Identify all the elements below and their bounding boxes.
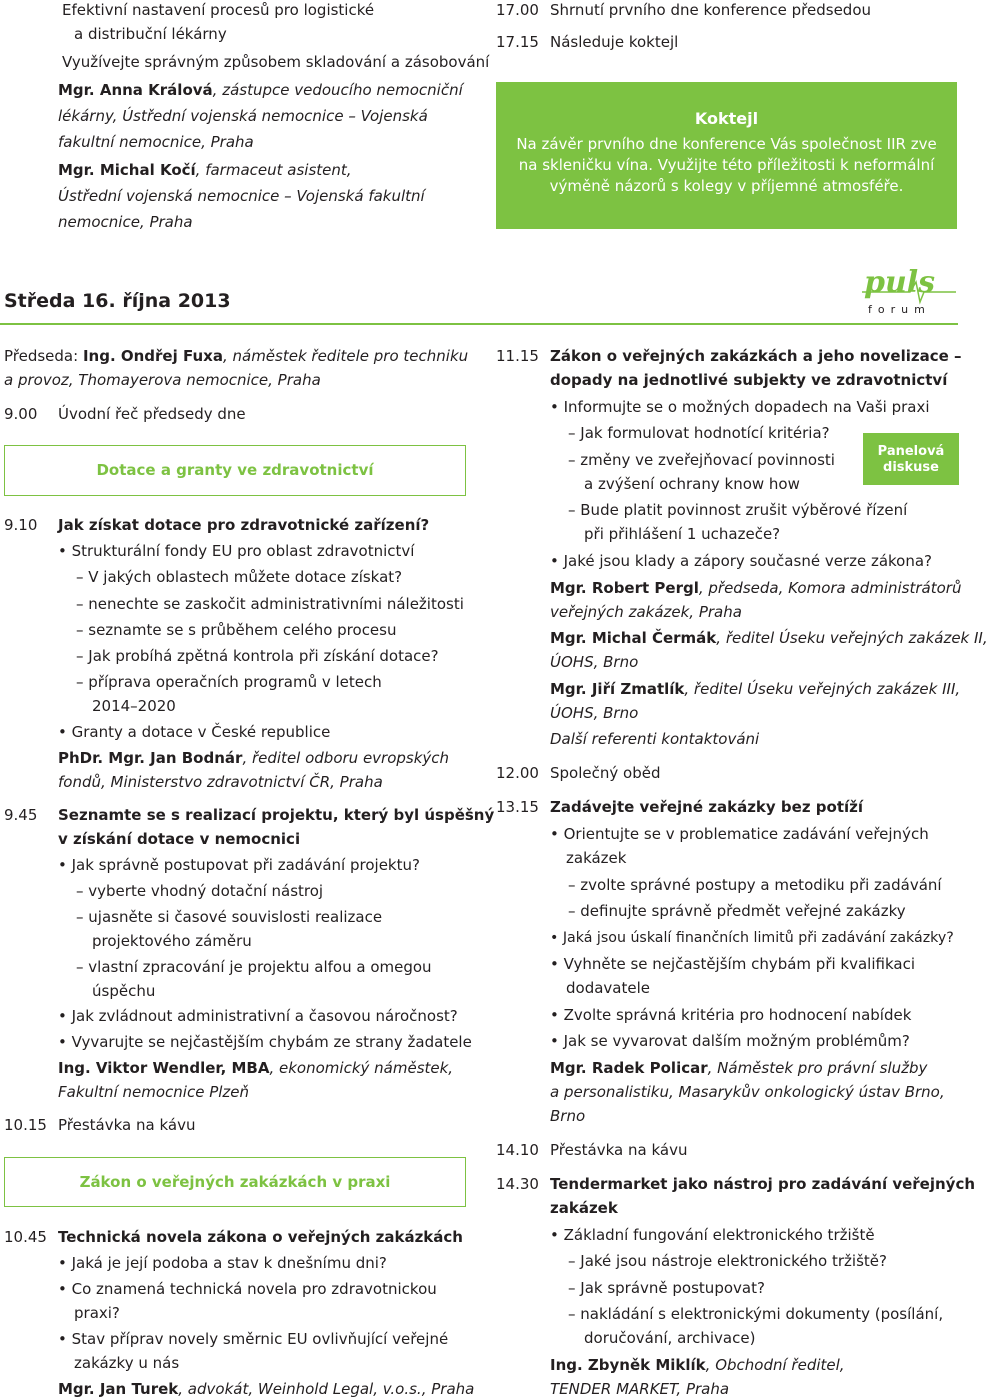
list-item: projektového záměru (92, 932, 252, 950)
list-item: – ujasněte si časové souvislosti realizace (76, 908, 383, 926)
list-item: zakázky u nás (74, 1354, 180, 1372)
list-item: • Zvolte správná kritéria pro hodnocení nabídek (550, 1006, 912, 1024)
list-item: praxi? (74, 1304, 120, 1322)
other-speakers: Další referenti kontaktováni (550, 730, 760, 748)
svg-text:puls: puls (864, 265, 936, 300)
list-item: • Jak se vyvarovat dalším možným problémům? (550, 1032, 910, 1050)
speaker-koci: Mgr. Michal Kočí, farmaceut asistent, (58, 161, 352, 179)
list-item: úspěchu (92, 982, 156, 1000)
list-item: • Co znamená technická novela pro zdravotnickou (58, 1280, 437, 1298)
speaker-policar: Mgr. Radek Policar, Náměstek pro právní služby (550, 1059, 928, 1077)
speaker-role: fakultní nemocnice, Praha (58, 133, 254, 151)
cocktail-text: Na závěr prvního dne konference Vás společnost IIR zve na skleničku vína. Využijte této příležitosti k neformální výměně názorů s kolegy v příjemné atmosféře. (516, 135, 937, 195)
list-item: – zvolte správné postupy a metodiku při zadávání (568, 876, 942, 894)
speaker-zmatlik: Mgr. Jiří Zmatlík, ředitel Úseku veřejných zakázek III, (550, 680, 961, 698)
list-item: – nenechte se zaskočit administrativními náležitosti (76, 595, 464, 613)
speaker-role: TENDER MARKET, Praha (550, 1380, 730, 1398)
list-item: doručování, archivace) (584, 1329, 756, 1347)
list-item: • Jak správně postupovat při zadávání projektu? (58, 856, 420, 874)
list-item: – Jak formulovat hodnotící kritéria? (568, 424, 830, 442)
list-item: při přihlášení 1 uchazeče? (584, 525, 781, 543)
cocktail-title: Koktejl (694, 109, 759, 128)
list-item: – vlastní zpracování je projektu alfou a omegou (76, 958, 432, 976)
list-item: • Informujte se o možných dopadech na Vaši praxi (550, 398, 930, 416)
speaker-role: Fakultní nemocnice Plzeň (58, 1083, 250, 1101)
bullet-storage: Využívejte správným způsobem skladování a zásobování (62, 53, 490, 71)
list-item: • Jaká je její podoba a stav k dnešnímu dni? (58, 1254, 387, 1272)
speaker-role: Brno (550, 1107, 586, 1125)
speaker-role: lékárny, Ústřední vojenská nemocnice – Vojenská (58, 107, 428, 125)
list-item: – Jaké jsou nástroje elektronického tržiště? (568, 1252, 887, 1270)
agenda-945-cont: v získání dotace v nemocnici (58, 830, 301, 848)
agenda-1430: 14.30 Tendermarket jako nástroj pro zadávání veřejných (496, 1175, 976, 1193)
agenda-1315: 13.15 Zadávejte veřejné zakázky bez potíží (496, 798, 864, 816)
list-item: – vyberte vhodný dotační nástroj (76, 882, 324, 900)
list-item: • Vyvarujte se nejčastějším chybám ze strany žadatele (58, 1033, 472, 1051)
list-item: • Strukturální fondy EU pro oblast zdravotnictví (58, 542, 415, 560)
speaker-role: fondů, Ministerstvo zdravotnictví ČR, Praha (58, 773, 383, 791)
list-item: • Vyhněte se nejčastějším chybám při kvalifikaci (550, 955, 915, 973)
agenda-1200: 12.00 Společný oběd (496, 764, 661, 782)
list-item: – definujte správně předmět veřejné zakázky (568, 902, 906, 920)
agenda-945: 9.45 Seznamte se s realizací projektu, který byl úspěšný (4, 806, 495, 824)
list-item: – příprava operačních programů v letech (76, 673, 382, 691)
list-item: • Granty a dotace v České republice (58, 723, 331, 741)
speaker-turek: Mgr. Jan Turek, advokát, Weinhold Legal, v.o.s., Praha (58, 1380, 475, 1398)
speaker-role: ÚOHS, Brno (550, 653, 639, 671)
list-item: • Orientujte se v problematice zadávání veřejných (550, 825, 929, 843)
agenda-1715: 17.15 Následuje koktejl (496, 33, 679, 51)
agenda-1045: 10.45 Technická novela zákona o veřejných zakázkách (4, 1228, 463, 1246)
agenda-1115: 11.15 Zákon o veřejných zakázkách a jeho novelizace – (496, 347, 962, 365)
list-item: – V jakých oblastech můžete dotace získat? (76, 568, 403, 586)
session-box-public-procurement: Zákon o veřejných zakázkách v praxi (4, 1157, 466, 1207)
agenda-1430-cont: zakázek (550, 1199, 618, 1217)
agenda-1410: 14.10 Přestávka na kávu (496, 1141, 688, 1159)
speaker-role: nemocnice, Praha (58, 213, 193, 231)
speaker-wendler: Ing. Viktor Wendler, MBA, ekonomický náměstek, (58, 1059, 454, 1077)
list-item: • Jak zvládnout administrativní a časovou náročnost? (58, 1007, 458, 1025)
speaker-miklik: Ing. Zbyněk Miklík, Obchodní ředitel, (550, 1356, 845, 1374)
agenda-1700: 17.00 Shrnutí prvního dne konference předsedou (496, 1, 871, 19)
speaker-role: Ústřední vojenská nemocnice – Vojenská fakultní (58, 187, 425, 205)
chairman: Předseda: Ing. Ondřej Fuxa, náměstek ředitele pro techniku (4, 347, 469, 365)
list-item: – Bude platit povinnost zrušit výběrové řízení (568, 501, 908, 519)
list-item: • Základní fungování elektronického tržiště (550, 1226, 875, 1244)
agenda-1015: 10.15 Přestávka na kávu (4, 1116, 196, 1134)
list-item: • Jaká jsou úskalí finančních limitů při zadávání zakázky? (550, 930, 954, 946)
list-item: dodavatele (566, 979, 650, 997)
list-item: a zvýšení ochrany know how (584, 475, 800, 493)
list-item: – změny ve zveřejňovací povinnosti (568, 451, 835, 469)
puls-forum-logo (860, 262, 958, 318)
agenda-900: 9.00 Úvodní řeč předsedy dne (4, 405, 246, 423)
list-item: – seznamte se s průběhem celého procesu (76, 621, 397, 639)
session-box-grants: Dotace a granty ve zdravotnictví (4, 445, 466, 496)
list-item: – nakládání s elektronickými dokumenty (posílání, (568, 1305, 944, 1323)
bullet-logistics-cont: a distribuční lékárny (74, 25, 227, 43)
heading-rule (0, 323, 958, 325)
speaker-bodnar: PhDr. Mgr. Jan Bodnár, ředitel odboru evropských (58, 749, 450, 767)
agenda-910: 9.10 Jak získat dotace pro zdravotnické zařízení? (4, 516, 430, 534)
speaker-role: a personalistiku, Masarykův onkologický ústav Brno, (550, 1083, 945, 1101)
list-item: 2014–2020 (92, 697, 176, 715)
list-item: • Jaké jsou klady a zápory současné verze zákona? (550, 552, 933, 570)
list-item: • Stav příprav novely směrnic EU ovlivňující veřejné (58, 1330, 449, 1348)
day-heading: Středa 16. října 2013 (4, 290, 231, 312)
chairman-role: a provoz, Thomayerova nemocnice, Praha (4, 371, 321, 389)
list-item: – Jak probíhá zpětná kontrola při získání dotace? (76, 647, 439, 665)
panel-discussion-badge: Panelová diskuse (863, 433, 959, 485)
speaker-cermak: Mgr. Michal Čermák, ředitel Úseku veřejných zakázek II, (550, 629, 988, 647)
agenda-1115-cont: dopady na jednotlivé subjekty ve zdravotnictví (550, 371, 948, 389)
list-item: zakázek (566, 849, 627, 867)
svg-text:forum: forum (868, 303, 931, 316)
speaker-role: veřejných zakázek, Praha (550, 603, 742, 621)
speaker-pergl: Mgr. Robert Pergl, předseda, Komora administrátorů (550, 579, 962, 597)
speaker-kralova: Mgr. Anna Králová, zástupce vedoucího nemocniční (58, 81, 463, 99)
list-item: – Jak správně postupovat? (568, 1279, 765, 1297)
bullet-logistics: Efektivní nastavení procesů pro logistické (62, 1, 375, 19)
speaker-role: ÚOHS, Brno (550, 704, 639, 722)
cocktail-box (496, 82, 957, 229)
